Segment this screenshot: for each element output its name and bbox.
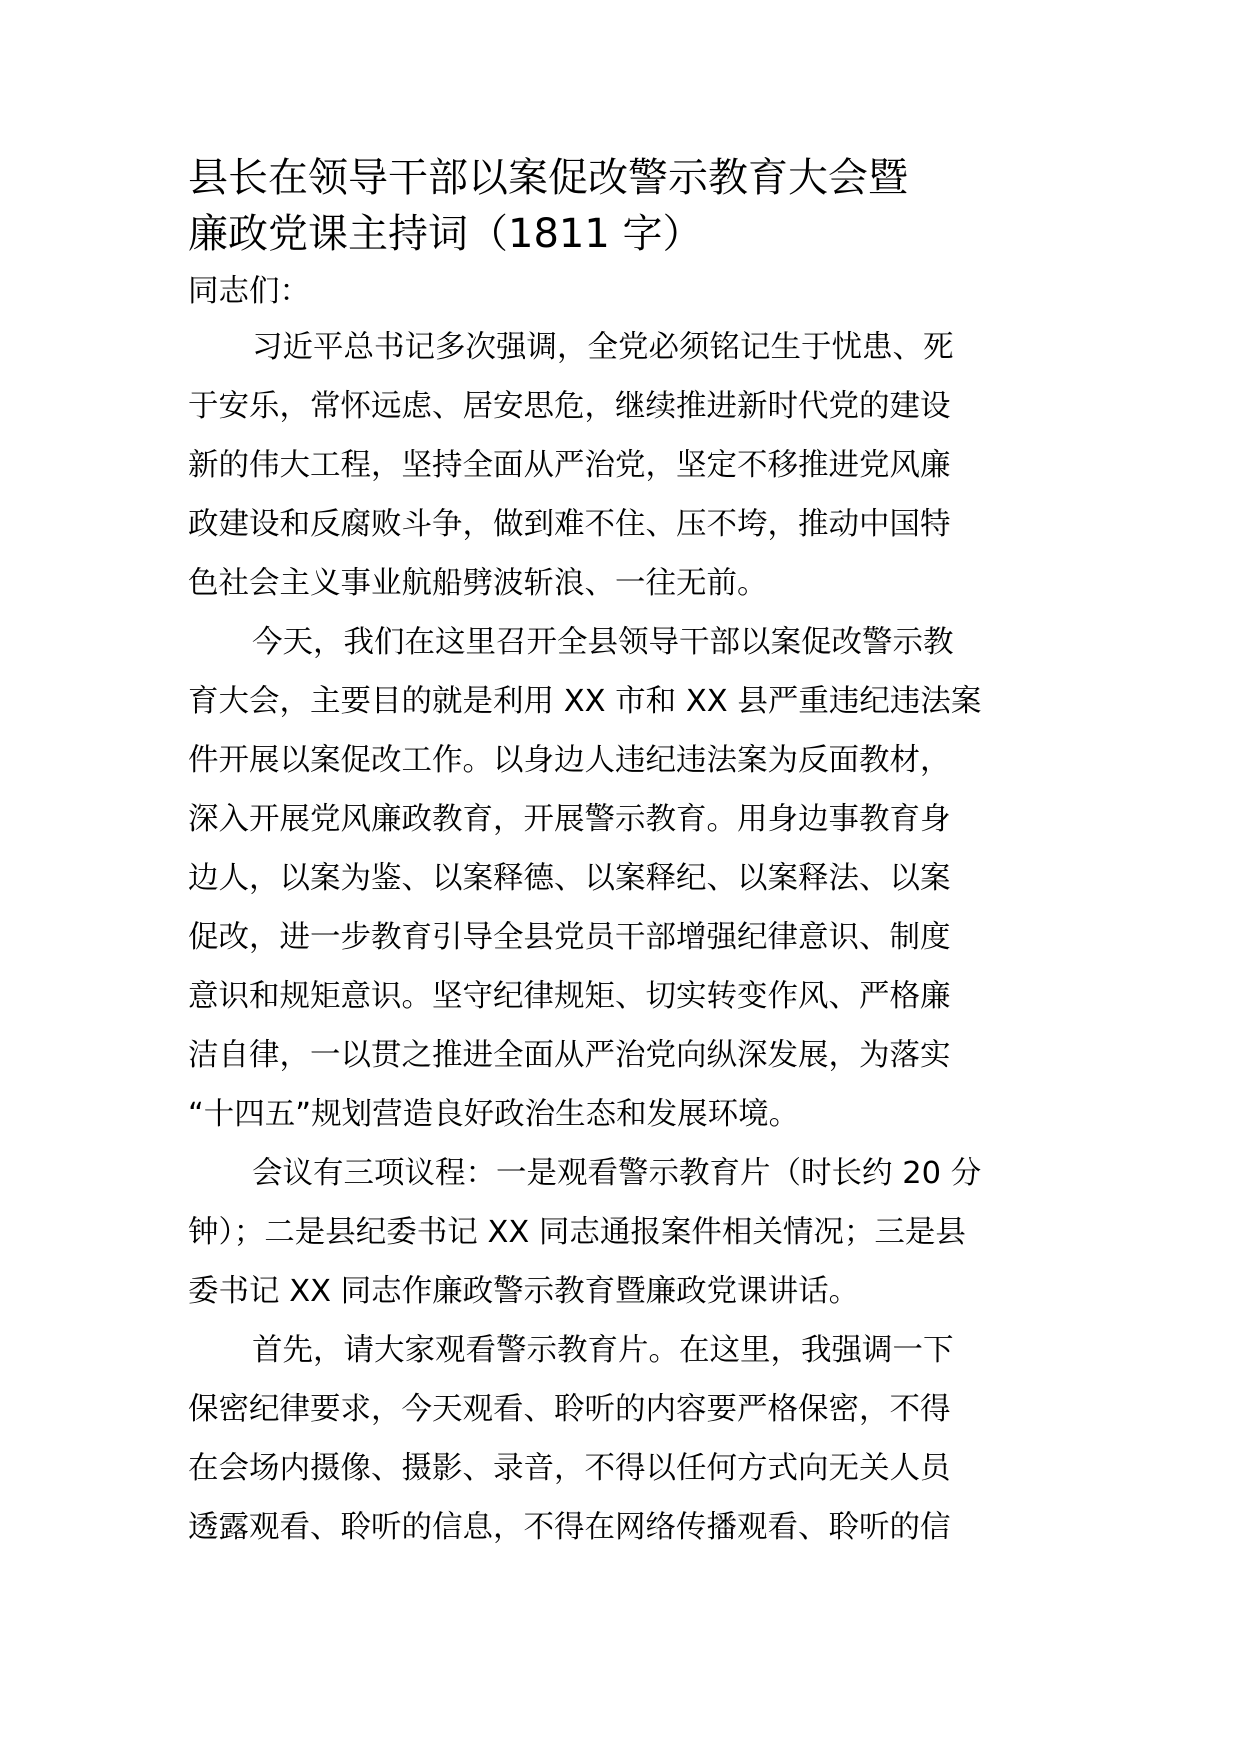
paragraph-1	[188, 318, 1068, 613]
text-line: 委书记 XX 同志作廉政警示教育暨廉政党课讲话。	[188, 1274, 860, 1309]
text-line: 边人，以案为鉴、以案释德、以案释纪、以案释法、以案	[188, 861, 951, 896]
text-line: 新的伟大工程，坚持全面从严治党，坚定不移推进党风廉	[188, 448, 951, 483]
text-line: 首先，请大家观看警示教育片。在这里，我强调一下	[252, 1333, 954, 1368]
text-line: 于安乐，常怀远虑、居安思危，继续推进新时代党的建设	[188, 389, 951, 424]
text-line: 色社会主义事业航船劈波斩浪、一往无前。	[188, 566, 768, 601]
text-line: 习近平总书记多次强调，全党必须铭记生于忧患、死	[252, 330, 954, 365]
paragraph-4	[188, 1321, 1068, 1557]
text-line: 促改，进一步教育引导全县党员干部增强纪律意识、制度	[188, 920, 951, 955]
text-line: 件开展以案促改工作。以身边人违纪违法案为反面教材，	[188, 743, 951, 778]
document-page	[188, 150, 1068, 1557]
text-line: 透露观看、聆听的信息，不得在网络传播观看、聆听的信	[188, 1510, 951, 1545]
text-line: “十四五”规划营造良好政治生态和发展环境。	[188, 1097, 800, 1132]
greeting: 同志们：	[188, 274, 310, 309]
title-line: 廉政党课主持词（1811 字）	[188, 211, 703, 257]
document-title	[188, 150, 1068, 262]
text-line: 政建设和反腐败斗争，做到难不住、压不垮，推动中国特	[188, 507, 951, 542]
text-line: 在会场内摄像、摄影、录音，不得以任何方式向无关人员	[188, 1451, 951, 1486]
text-line: 育大会，主要目的就是利用 XX 市和 XX 县严重违纪违法案	[188, 684, 982, 719]
text-line: 意识和规矩意识。坚守纪律规矩、切实转变作风、严格廉	[188, 979, 951, 1014]
text-line: 会议有三项议程：一是观看警示教育片（时长约 20 分	[252, 1156, 982, 1191]
text-line: 今天，我们在这里召开全县领导干部以案促改警示教	[252, 625, 954, 660]
paragraph-2	[188, 613, 1068, 1144]
text-line: 保密纪律要求，今天观看、聆听的内容要严格保密，不得	[188, 1392, 951, 1427]
text-line: 洁自律，一以贯之推进全面从严治党向纵深发展，为落实	[188, 1038, 951, 1073]
text-line: 钟）；二是县纪委书记 XX 同志通报案件相关情况；三是县	[188, 1215, 966, 1250]
paragraph-3	[188, 1144, 1068, 1321]
title-line: 县长在领导干部以案促改警示教育大会暨	[188, 155, 908, 201]
text-line: 深入开展党风廉政教育，开展警示教育。用身边事教育身	[188, 802, 951, 837]
